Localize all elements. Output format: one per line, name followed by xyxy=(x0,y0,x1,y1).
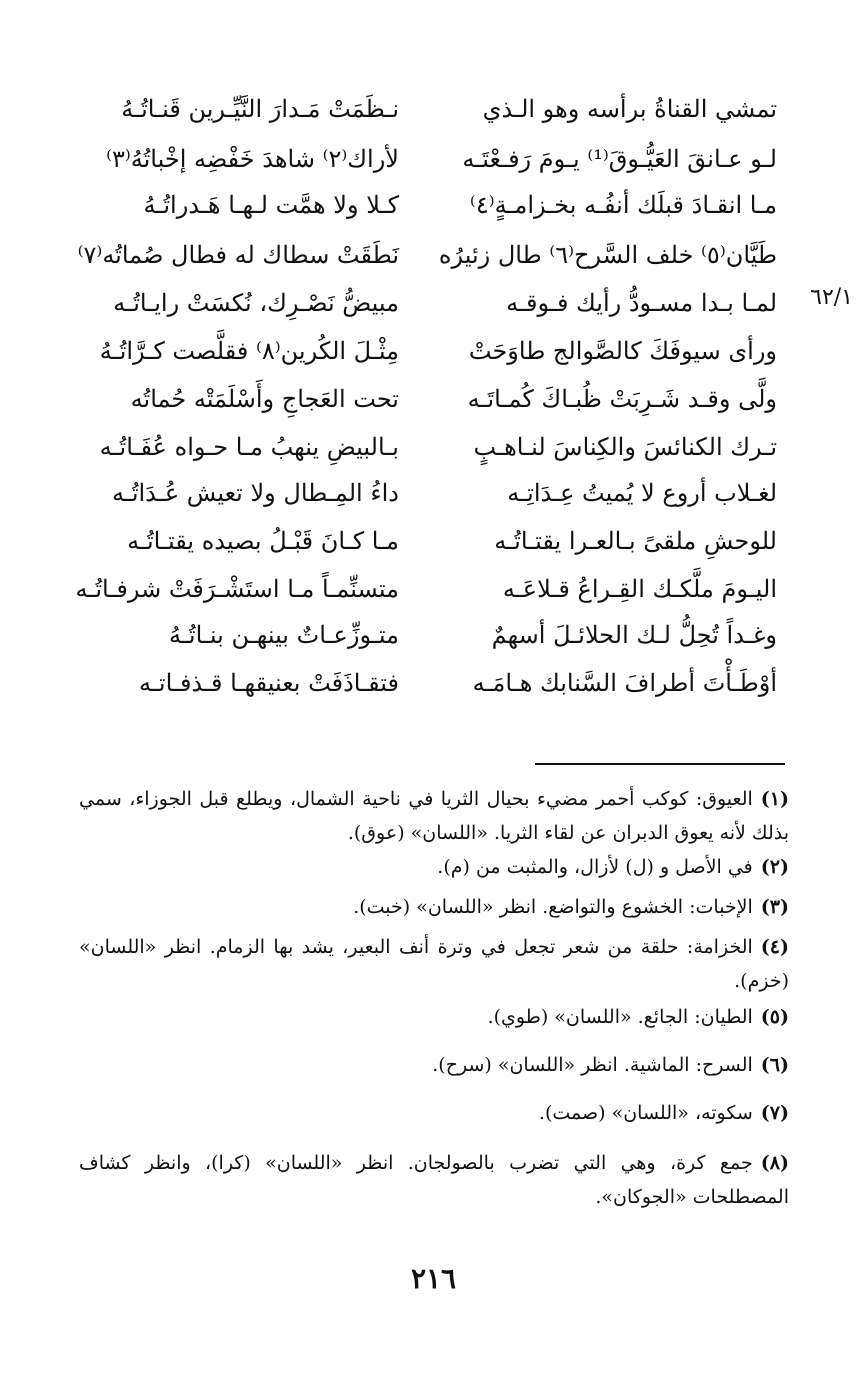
verse-right-5: لمـا بـدا مسـودُّ رأيك فـوقـه xyxy=(506,289,777,317)
footnote-text: العيوق: كوكب أحمر مضيء بحيال الثريا في ناحية الشمال، ويطلع قبل الجوزاء، سمي بذلك لأنه يعوق الدبران عن لقاء الثريا. «اللسان» (عوق). xyxy=(79,788,789,844)
footnote-3 xyxy=(79,890,789,924)
verse-left-1: نـظَمَتْ مَـدارَ النَّيِّـرين قَنـاتُـهُ xyxy=(121,95,399,123)
footnote-number: (٤) xyxy=(760,936,789,958)
verse-right-3: مـا انقـادَ قبلَك أنفُـه بخـزامـةٍ⁽٤⁾ xyxy=(469,191,777,219)
footnote-text: السرح: الماشية. انظر «اللسان» (سرح). xyxy=(432,1054,753,1076)
footnote-text: الطيان: الجائع. «اللسان» (طوي). xyxy=(487,1006,753,1028)
footnote-1 xyxy=(79,782,789,850)
footnote-number: (٧) xyxy=(760,1102,789,1124)
page-number: ٢١٦ xyxy=(410,1262,457,1295)
verse-left-13: فتقـاذَفَتْ بعنيقهـا قـذفـاتـه xyxy=(139,669,399,697)
footnote-text: في الأصل و (ل) لأزال، والمثبت من (م). xyxy=(437,856,753,878)
verse-right-8: تـرك الكنائسَ والكِناسَ لنـاهـبٍ xyxy=(473,433,777,461)
verse-right-13: أوْطَـأْتَ أطرافَ السَّنابك هـامَـه xyxy=(472,669,777,697)
verse-left-11: متسنِّمـاً مـا استَشْـرَفَتْ شرفـاتُـه xyxy=(75,575,399,603)
verse-right-2: لـو عـانقَ العَيُّـوقَ⁽¹⁾ يـومَ رَفـعْتَـه xyxy=(462,145,777,173)
footnote-number: (٣) xyxy=(760,896,789,918)
verse-right-4: طَيَّان⁽٥⁾ خلف السَّرح⁽٦⁾ طال زئيرُه xyxy=(438,241,777,269)
verse-left-6: مِثْـلَ الكُرين⁽٨⁾ فقلَّصت كـرَّاتُـهُ xyxy=(99,337,399,365)
footnote-4 xyxy=(79,930,789,998)
footnote-text: الخزامة: حلقة من شعر تجعل في وترة أنف البعير، يشد بها الزمام. انظر «اللسان» (خزم). xyxy=(79,936,789,992)
footnote-number: (٢) xyxy=(760,856,789,878)
footnote-number: (٦) xyxy=(760,1054,789,1076)
footnote-number: (١) xyxy=(760,788,789,810)
verse-right-10: للوحشِ ملقىً بـالعـرا يقتـاتُـه xyxy=(494,527,777,555)
verse-left-9: داءُ المِـطال ولا تعيش عُـدَاتُـه xyxy=(111,479,399,507)
verse-left-7: تحت العَجاجِ وأَسْلَمَتْه حُماتُه xyxy=(130,385,399,413)
verse-left-3: كـلا ولا همَّت لـهـا هَـدراتُـهُ xyxy=(143,191,399,219)
verse-right-1: تمشي القناةُ برأسه وهو الـذي xyxy=(482,95,777,123)
verse-right-6: ورأى سيوفَكَ كالصَّوالج طاوَحَتْ xyxy=(468,337,777,365)
footnote-2 xyxy=(79,850,789,884)
verse-left-8: بـالبيضِ ينهبُ مـا حـواه عُفَـاتُـه xyxy=(99,433,399,461)
verse-left-2: لأراك⁽٢⁾ شاهدَ خَفْضِه إخْباتُهُ⁽٣⁾ xyxy=(106,145,399,173)
footnote-text: الإخبات: الخشوع والتواضع. انظر «اللسان» (خبت). xyxy=(353,896,753,918)
footnote-7 xyxy=(79,1096,789,1130)
verse-right-12: وغـداً تُحِلُّ لـك الحلائـلَ أسهمٌ xyxy=(491,621,777,649)
margin-reference: ٦٢/١ xyxy=(810,285,853,310)
verse-left-5: مبيضُّ نَصْـرِك، نُكسَتْ رايـاتُـه xyxy=(113,289,399,317)
footnote-text: سكوته، «اللسان» (صمت). xyxy=(538,1102,753,1124)
footnote-text: جمع كرة، وهي التي تضرب بالصولجان. انظر «اللسان» (كرا)، وانظر كشاف المصطلحات «الجوكان». xyxy=(79,1152,789,1208)
footnote-number: (٨) xyxy=(760,1152,789,1174)
footnote-5 xyxy=(79,1000,789,1034)
footnote-6 xyxy=(79,1048,789,1082)
verse-left-10: مـا كـانَ قَبْـلُ بصيده يقتـاتُـه xyxy=(127,527,399,555)
footnote-divider xyxy=(535,763,785,765)
verse-right-9: لغـلاب أروع لا يُميتُ عِـدَاتِـه xyxy=(507,479,777,507)
verse-left-12: متـوزِّعـاتٌ بينهـن بنـاتُـهُ xyxy=(168,621,399,649)
verse-right-11: اليـومَ ملَّكـك القِـراعُ قـلاعَـه xyxy=(502,575,777,603)
footnote-8 xyxy=(79,1146,789,1214)
footnote-number: (٥) xyxy=(760,1006,789,1028)
verse-left-4: نَطَقَتْ سطاك له فطال صُماتُه⁽٧⁾ xyxy=(77,241,399,269)
verse-right-7: ولَّى وقـد شَـرِبَتْ ظُبـاكَ كُمـاتَـه xyxy=(467,385,777,413)
